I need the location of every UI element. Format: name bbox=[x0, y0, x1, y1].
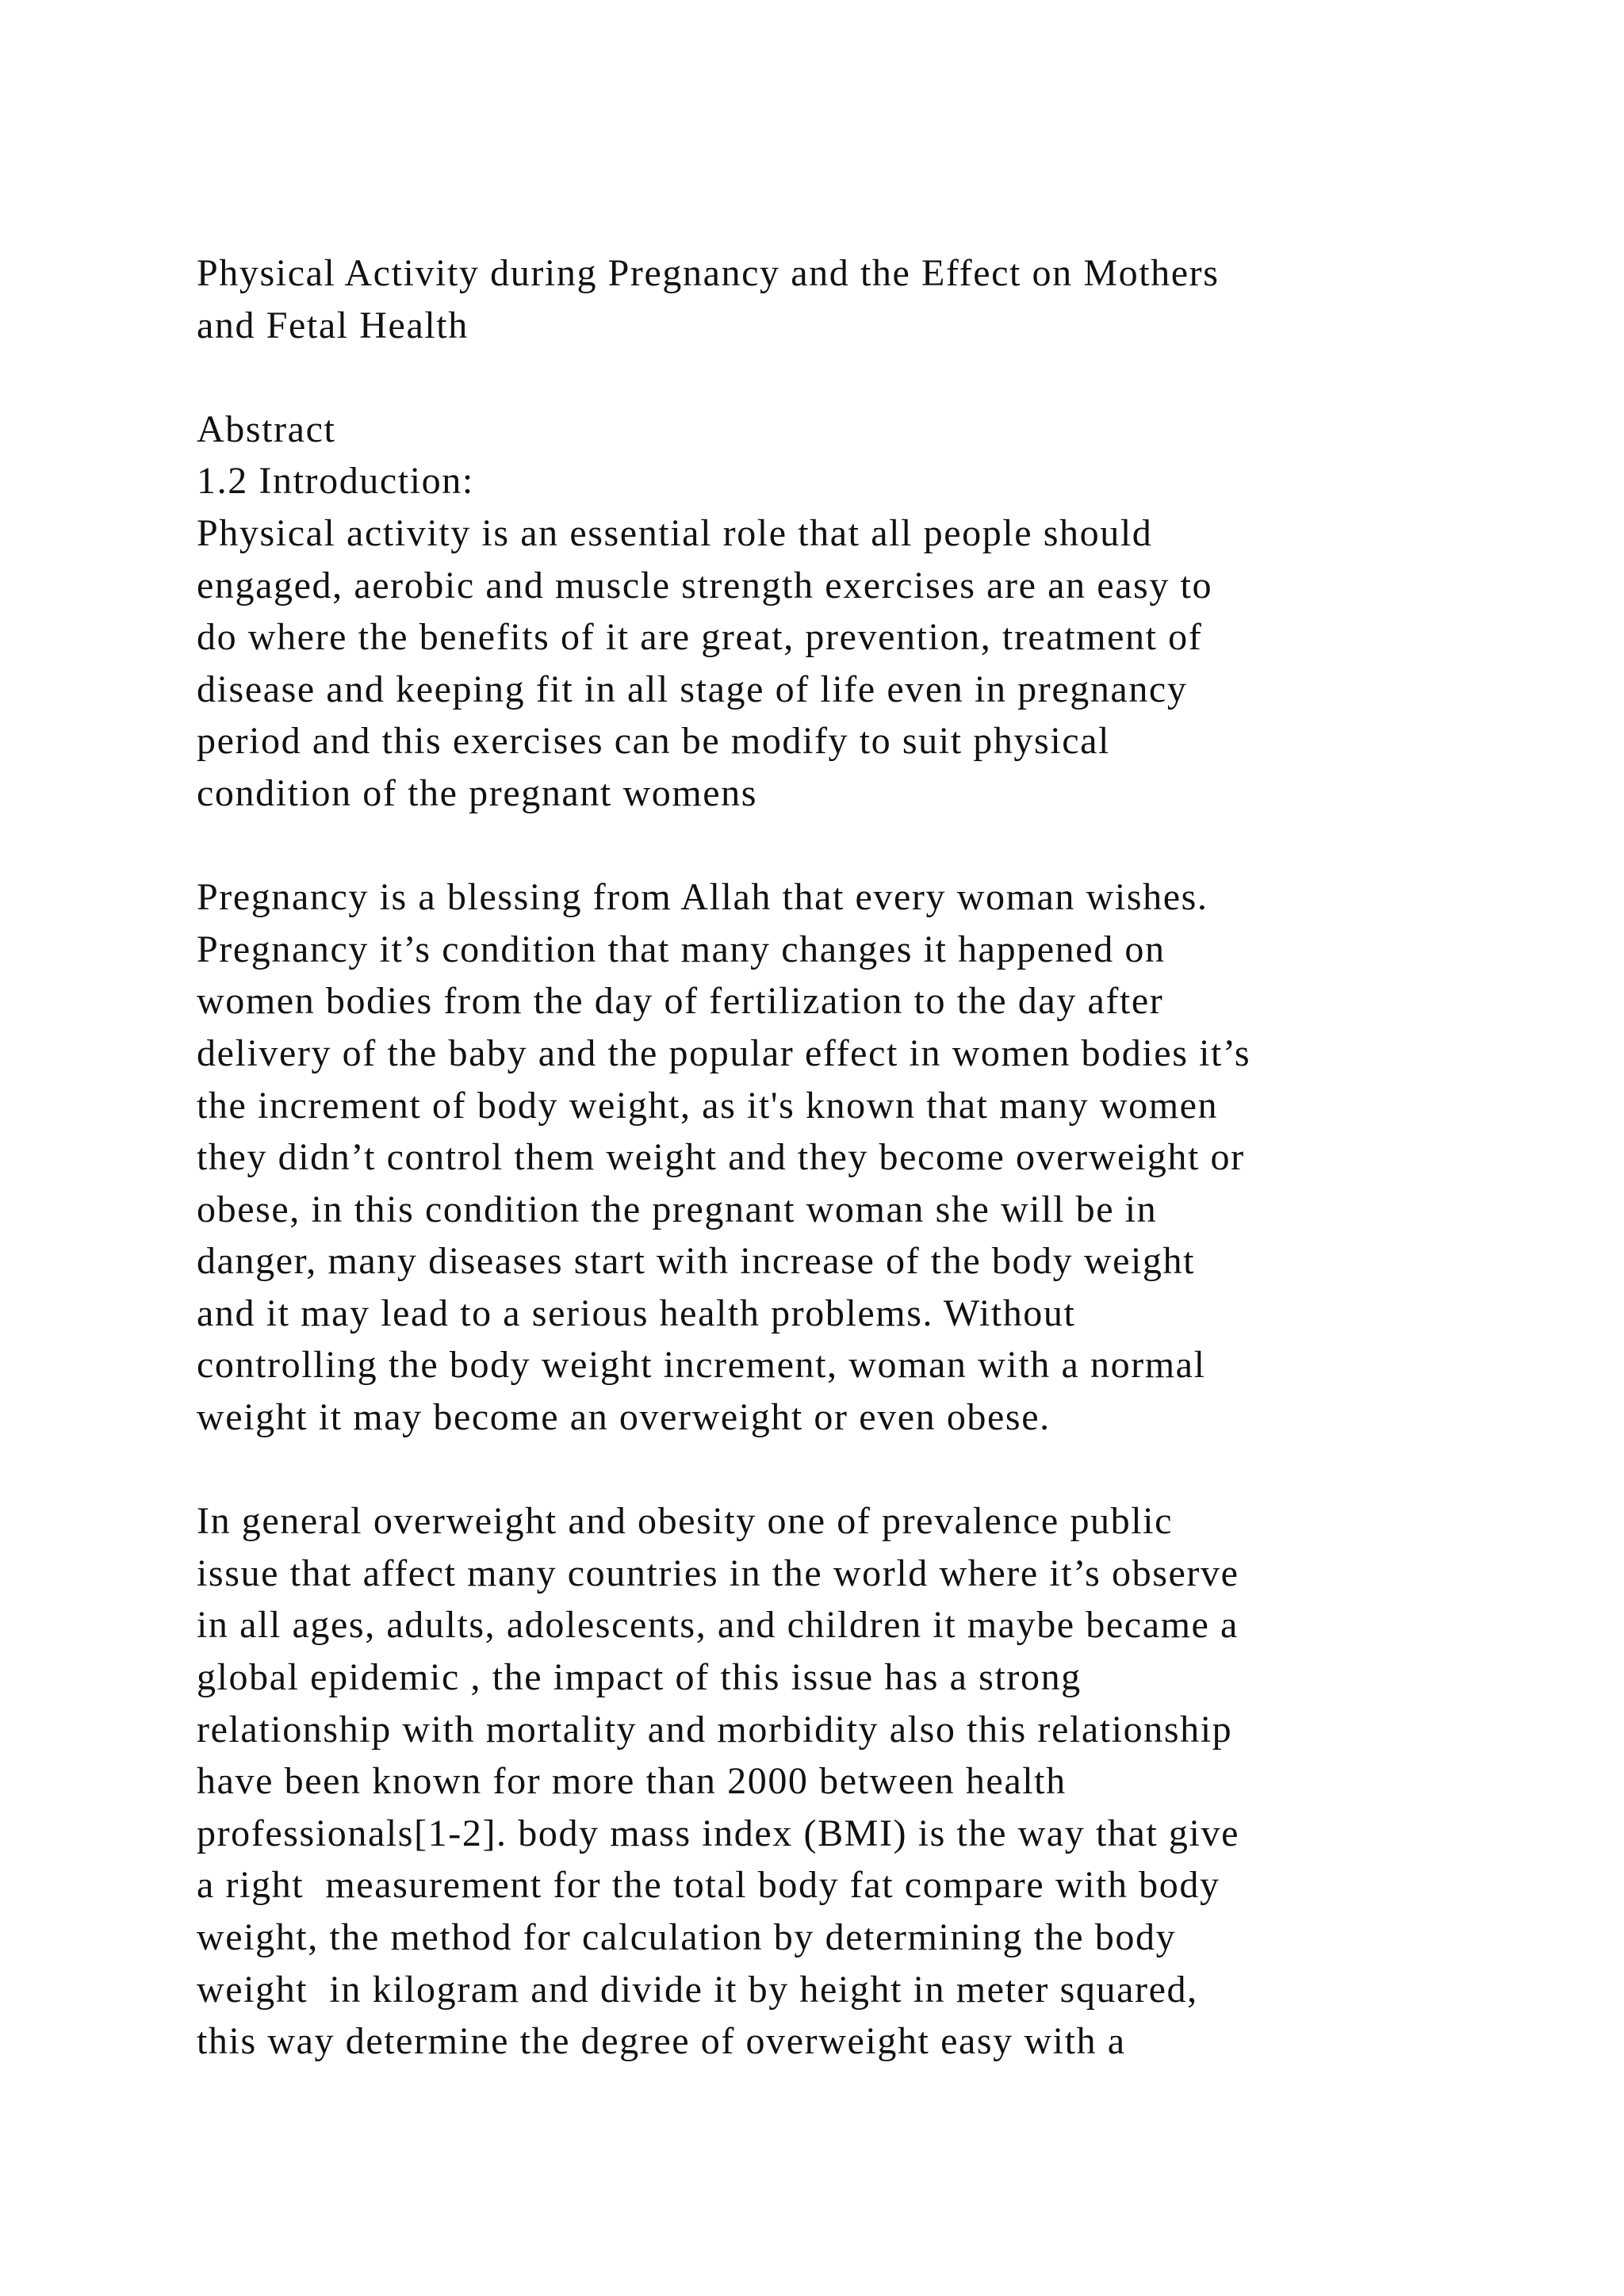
paragraph-line: professionals[1-2]. body mass index (BMI) is the way that give bbox=[197, 1812, 1239, 1854]
paragraph-line: engaged, aerobic and muscle strength exercises are an easy to bbox=[197, 564, 1213, 607]
paragraph-line: they didn’t control them weight and they become overweight or bbox=[197, 1136, 1245, 1179]
blank-line bbox=[197, 1444, 1497, 1496]
paragraph-line: Pregnancy is a blessing from Allah that every woman wishes. bbox=[197, 876, 1208, 919]
paragraph-1 bbox=[197, 507, 1497, 820]
paragraph-3 bbox=[197, 1495, 1497, 2068]
paragraph-2 bbox=[197, 871, 1497, 1444]
document-body bbox=[197, 247, 1497, 2068]
paragraph-line: obese, in this condition the pregnant woman she will be in bbox=[197, 1188, 1158, 1230]
paragraph-line: period and this exercises can be modify to suit physical bbox=[197, 720, 1110, 763]
paragraph-line: global epidemic , the impact of this issue has a strong bbox=[197, 1656, 1082, 1699]
paragraph-line: In general overweight and obesity one of prevalence public bbox=[197, 1500, 1174, 1543]
paragraph-line: have been known for more than 2000 between health bbox=[197, 1760, 1067, 1803]
blank-line bbox=[197, 351, 1497, 404]
introduction-heading: 1.2 Introduction: bbox=[197, 460, 474, 503]
paragraph-line: do where the benefits of it are great, prevention, treatment of bbox=[197, 616, 1203, 659]
paragraph-line: controlling the body weight increment, woman with a normal bbox=[197, 1344, 1206, 1387]
paragraph-line: disease and keeping fit in all stage of life even in pregnancy bbox=[197, 668, 1188, 710]
paragraph-line: delivery of the baby and the popular effect in women bodies it’s bbox=[197, 1031, 1251, 1074]
paragraph-line: weight in kilogram and divide it by height in meter squared, bbox=[197, 1968, 1198, 2011]
paragraph-line: condition of the pregnant womens bbox=[197, 771, 758, 814]
paragraph-line: weight, the method for calculation by determining the body bbox=[197, 1916, 1177, 1958]
paragraph-line: danger, many diseases start with increase of the body weight bbox=[197, 1240, 1196, 1283]
paragraph-line: and it may lead to a serious health problems. Without bbox=[197, 1292, 1076, 1334]
paragraph-line: this way determine the degree of overweight easy with a bbox=[197, 2020, 1126, 2063]
paragraph-line: women bodies from the day of fertilization to the day after bbox=[197, 980, 1164, 1023]
paragraph-line: the increment of body weight, as it's known that many women bbox=[197, 1084, 1219, 1127]
paragraph-line: a right measurement for the total body fat compare with body bbox=[197, 1864, 1220, 1907]
title-line: and Fetal Health bbox=[197, 304, 469, 346]
paragraph-line: relationship with mortality and morbidity also this relationship bbox=[197, 1708, 1233, 1751]
blank-line bbox=[197, 820, 1497, 872]
paragraph-line: in all ages, adults, adolescents, and children it maybe became a bbox=[197, 1604, 1239, 1647]
abstract-heading: Abstract bbox=[197, 408, 336, 450]
paragraph-line: issue that affect many countries in the world where it’s observe bbox=[197, 1552, 1239, 1594]
paragraph-line: Pregnancy it’s condition that many changes it happened on bbox=[197, 928, 1166, 970]
paragraph-line: Physical activity is an essential role that all people should bbox=[197, 511, 1153, 554]
paragraph-line: weight it may become an overweight or even obese. bbox=[197, 1396, 1051, 1439]
title-line: Physical Activity during Pregnancy and the Effect on Mothers bbox=[197, 252, 1220, 294]
